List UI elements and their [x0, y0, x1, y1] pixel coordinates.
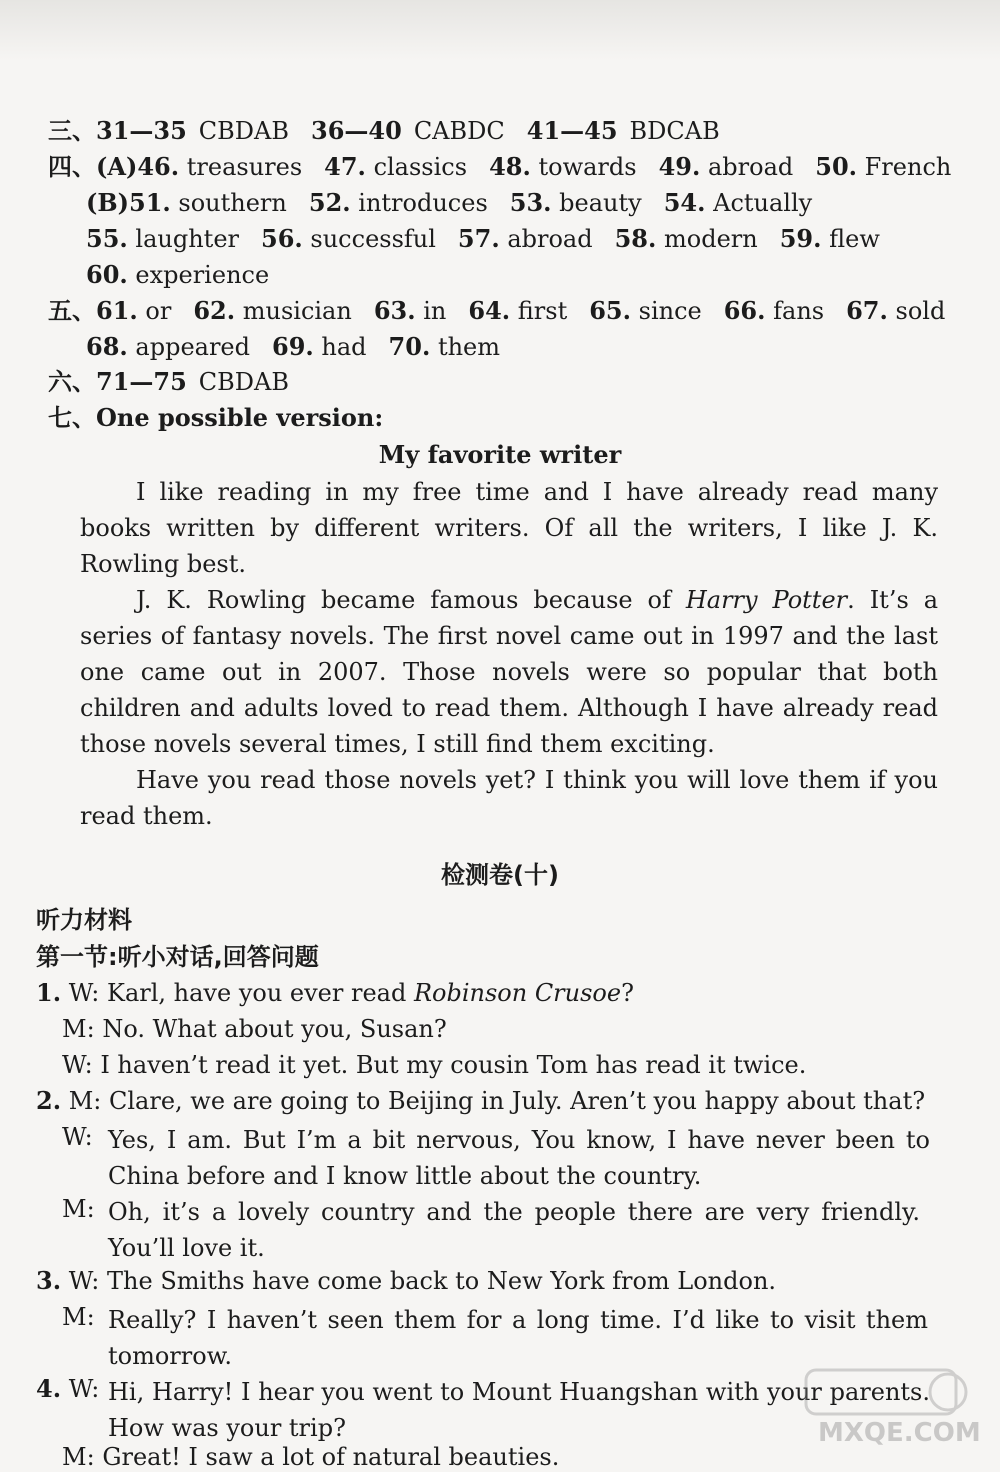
answer-word: experience [135, 261, 270, 289]
answer-row-s4b3 [86, 260, 269, 290]
answer-row-s4a [48, 152, 951, 182]
question-number: 56. [261, 224, 303, 253]
answer-word: successful [310, 225, 436, 253]
dialog-4-line-2 [62, 1442, 559, 1472]
book-title: Robinson Crusoe [413, 979, 622, 1007]
dialog-text: Karl, have you ever read [107, 979, 414, 1007]
question-number: 55. [86, 224, 128, 253]
answer-range: 36—40 [311, 116, 402, 145]
question-number: 50. [815, 152, 858, 181]
dialog-text: Great! I saw a lot of natural beauties. [102, 1443, 560, 1471]
answer-word: had [321, 333, 367, 361]
test-paper-title: 检测卷(十) [441, 861, 559, 889]
answer-range: 41—45 [526, 116, 618, 145]
answer-word: modern [664, 225, 758, 253]
dialog-2-speaker-w: W: [62, 1123, 93, 1151]
answer-row-s5b [86, 332, 500, 362]
scan-top-shadow [0, 0, 1000, 60]
answer-word: appeared [135, 333, 250, 361]
question-number: 62. [193, 296, 236, 325]
essay-text: . It’s a series of fantasy novels. The first novel came out in 1997 and the last one came out in 2007. Those novels were so popular that both children and adults loved to read them. Although I have already read those novels several times, I still find them exciting. [80, 586, 939, 758]
dialog-4-number [36, 1374, 99, 1404]
answer-word: classics [373, 153, 468, 181]
dialog-2-line-2: Yes, I am. But I’m a bit nervous, You know, I have never been to China before and I know little about the country. [108, 1126, 930, 1190]
essay-paragraph-3: Have you read those novels yet? I think you will love them if you read them. [80, 766, 938, 830]
answer-word: towards [538, 153, 637, 181]
question-number: 59. [779, 224, 822, 253]
dialog-text: Clare, we are going to Beijing in July. Aren’t you happy about that? [109, 1087, 926, 1115]
dialog-number: 2. [36, 1086, 62, 1115]
answer-word: treasures [186, 153, 303, 181]
speaker: M: [62, 1015, 95, 1043]
question-number: 66. [723, 296, 766, 325]
essay-title: My favorite writer [378, 440, 622, 469]
watermark-text: MXQE.COM [818, 1418, 981, 1448]
answer-range: 71—75 [96, 367, 187, 396]
dialog-number: 1. [36, 978, 62, 1007]
dialog-text: The Smiths have come back to New York from London. [107, 1267, 777, 1295]
question-number: 64. [468, 296, 511, 325]
answer-row-s3 [48, 116, 720, 146]
dialog-4-line-1: Hi, Harry! I hear you went to Mount Huangshan with your parents. How was your trip? [108, 1378, 930, 1442]
answer-word: musician [242, 297, 352, 325]
dialog-number: 4. [36, 1374, 62, 1403]
answer-letters: CBDAB [198, 368, 290, 396]
part-label: (B) [86, 188, 129, 217]
dialog-1-line-3 [62, 1050, 806, 1080]
essay-paragraph-2 [80, 582, 938, 762]
question-number: 63. [373, 296, 416, 325]
listening-part-heading: 第一节:听小对话,回答问题 [36, 943, 319, 971]
answer-word: fans [773, 297, 825, 325]
question-number: 49. [658, 152, 701, 181]
speaker: W: [68, 1267, 100, 1295]
answer-word: since [638, 297, 702, 325]
essay-text: J. K. Rowling became famous because of [136, 586, 686, 614]
answer-word: first [517, 297, 568, 325]
answer-word: Actually [713, 189, 813, 217]
answer-row-s4b2 [86, 224, 880, 254]
answer-row-s6 [48, 367, 289, 397]
question-number: 61. [96, 296, 138, 325]
question-number: 48. [489, 152, 531, 181]
question-number: 60. [86, 260, 128, 289]
answer-letters: CBDAB [198, 117, 290, 145]
answer-word: introduces [358, 189, 488, 217]
section-label: 五、 [48, 296, 96, 325]
question-number: 57. [457, 224, 500, 253]
answer-range: 31—35 [96, 116, 187, 145]
part-label: (A) [96, 152, 138, 181]
question-number: 69. [272, 332, 314, 361]
answer-word: southern [178, 189, 287, 217]
dialog-number: 3. [36, 1266, 62, 1295]
dialog-text: No. What about you, Susan? [102, 1015, 447, 1043]
question-number: 53. [509, 188, 552, 217]
answer-word: or [145, 297, 172, 325]
question-number: 58. [614, 224, 657, 253]
question-number: 51. [129, 188, 171, 217]
question-number: 67. [846, 296, 888, 325]
answer-word: them [437, 333, 501, 361]
section-label: 三、 [48, 116, 96, 145]
answer-row-s5a [48, 296, 945, 326]
dialog-3-line-1 [36, 1266, 776, 1296]
question-number: 65. [589, 296, 631, 325]
section-label: 六、 [48, 367, 96, 396]
speaker: M: [62, 1443, 95, 1471]
dialog-1-line-2 [62, 1014, 447, 1044]
answer-word: beauty [559, 189, 642, 217]
dialog-1-line-1 [36, 978, 634, 1008]
answer-word: sold [895, 297, 946, 325]
question-number: 54. [663, 188, 706, 217]
dialog-3-speaker-m: M: [62, 1303, 95, 1331]
listening-heading: 听力材料 [36, 906, 132, 934]
dialog-text: I haven’t read it yet. But my cousin Tom has read it twice. [100, 1051, 807, 1079]
speaker: M: [68, 1087, 102, 1115]
dialog-3-line-2: Really? I haven’t seen them for a long time. I’d like to visit them tomorrow. [108, 1306, 928, 1370]
answer-word: French [864, 153, 952, 181]
speaker: W: [68, 979, 100, 1007]
answer-word: abroad [507, 225, 593, 253]
question-number: 46. [137, 152, 180, 181]
dialog-2-line-3: Oh, it’s a lovely country and the people there are very friendly. You’ll love it. [108, 1198, 920, 1262]
answer-row-s4b1 [86, 188, 812, 218]
answer-row-s7 [48, 403, 383, 433]
dialog-2-line-1 [36, 1086, 925, 1116]
answer-letters: CABDC [413, 117, 505, 145]
dialog-text: ? [621, 979, 634, 1007]
dialog-2-speaker-m: M: [62, 1195, 95, 1223]
book-title: Harry Potter [685, 586, 848, 614]
question-number: 68. [86, 332, 128, 361]
section-label: 七、 [48, 403, 96, 432]
version-label: One possible version: [96, 403, 384, 432]
question-number: 47. [324, 152, 366, 181]
speaker: W: [62, 1051, 93, 1079]
answer-word: abroad [707, 153, 794, 181]
speaker: W: [68, 1375, 100, 1403]
answer-letters: BDCAB [629, 117, 720, 145]
answer-word: flew [829, 225, 880, 253]
answer-word: laughter [135, 225, 239, 253]
essay-paragraph-1: I like reading in my free time and I have already read many books written by different writers. Of all the writers, I like J. K. Rowling best. [80, 478, 938, 578]
question-number: 70. [388, 332, 431, 361]
answer-word: in [423, 297, 447, 325]
question-number: 52. [308, 188, 351, 217]
watermark-logo [788, 1366, 988, 1456]
section-label: 四、 [48, 152, 96, 181]
